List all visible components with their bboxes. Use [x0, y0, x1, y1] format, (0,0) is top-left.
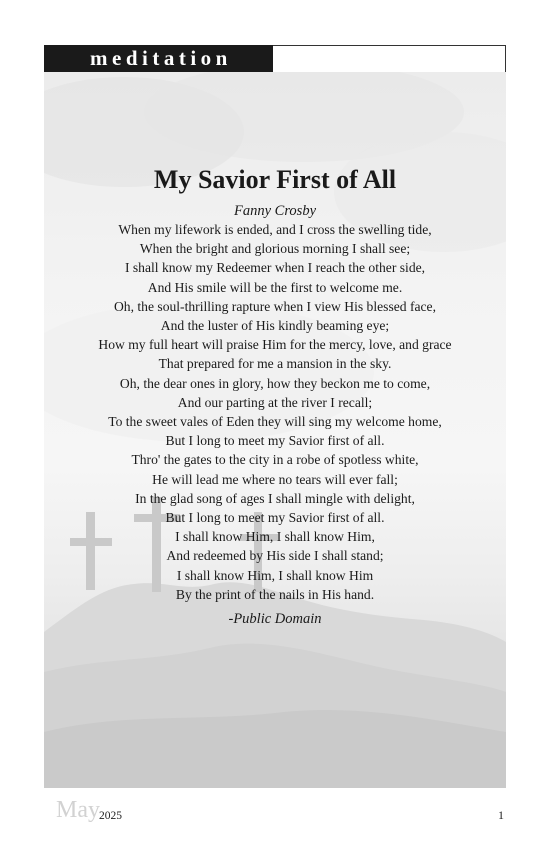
poem-lines — [44, 220, 506, 604]
section-header — [44, 45, 273, 72]
poem-author: Fanny Crosby — [233, 203, 317, 219]
header-rule — [273, 45, 506, 72]
poem-line: I shall know Him, I shall know Him, — [175, 529, 375, 545]
poem-line: Oh, the soul-thrilling rapture when I view His blessed face, — [113, 298, 436, 314]
footer-year: 2025 — [99, 810, 122, 822]
poem-line: In the glad song of ages I shall mingle with delight, — [135, 490, 415, 506]
poem-line: I shall know my Redeemer when I reach the other side, — [124, 260, 426, 276]
poem-line: That prepared for me a mansion in the sky. — [158, 356, 392, 372]
poem-line: And our parting at the river I recall; — [177, 394, 373, 410]
poem-line: By the print of the nails in His hand. — [175, 586, 375, 602]
poem-line: He will lead me where no tears will ever fall; — [152, 471, 398, 487]
poem-line: How my full heart will praise Him for the mercy, love, and grace — [98, 337, 452, 353]
page-number: 1 — [498, 808, 504, 822]
poem-credit: -Public Domain — [228, 611, 322, 628]
poem-line: And the luster of His kindly beaming eye; — [160, 318, 390, 334]
poem-title: My Savior First of All — [153, 165, 397, 194]
poem-line: And redeemed by His side I shall stand; — [166, 548, 384, 564]
poem-line: I shall know Him, I shall know Him — [176, 567, 374, 583]
poem-line: And His smile will be the first to welcome me. — [147, 279, 403, 295]
poem-block — [44, 165, 506, 628]
poem-line: Oh, the dear ones in glory, how they beckon me to come, — [119, 375, 431, 391]
footer-month: May — [56, 797, 100, 823]
poem-line: When the bright and glorious morning I shall see; — [139, 241, 411, 257]
section-label: meditation — [90, 46, 232, 70]
poem-line: When my lifework is ended, and I cross the swelling tide, — [118, 222, 432, 237]
poem-line: But I long to meet my Savior first of all. — [165, 510, 385, 526]
poem-line: But I long to meet my Savior first of all. — [165, 433, 385, 449]
poem-line: To the sweet vales of Eden they will sing my welcome home, — [108, 414, 442, 430]
poem-line: Thro' the gates to the city in a robe of spotless white, — [131, 452, 419, 468]
